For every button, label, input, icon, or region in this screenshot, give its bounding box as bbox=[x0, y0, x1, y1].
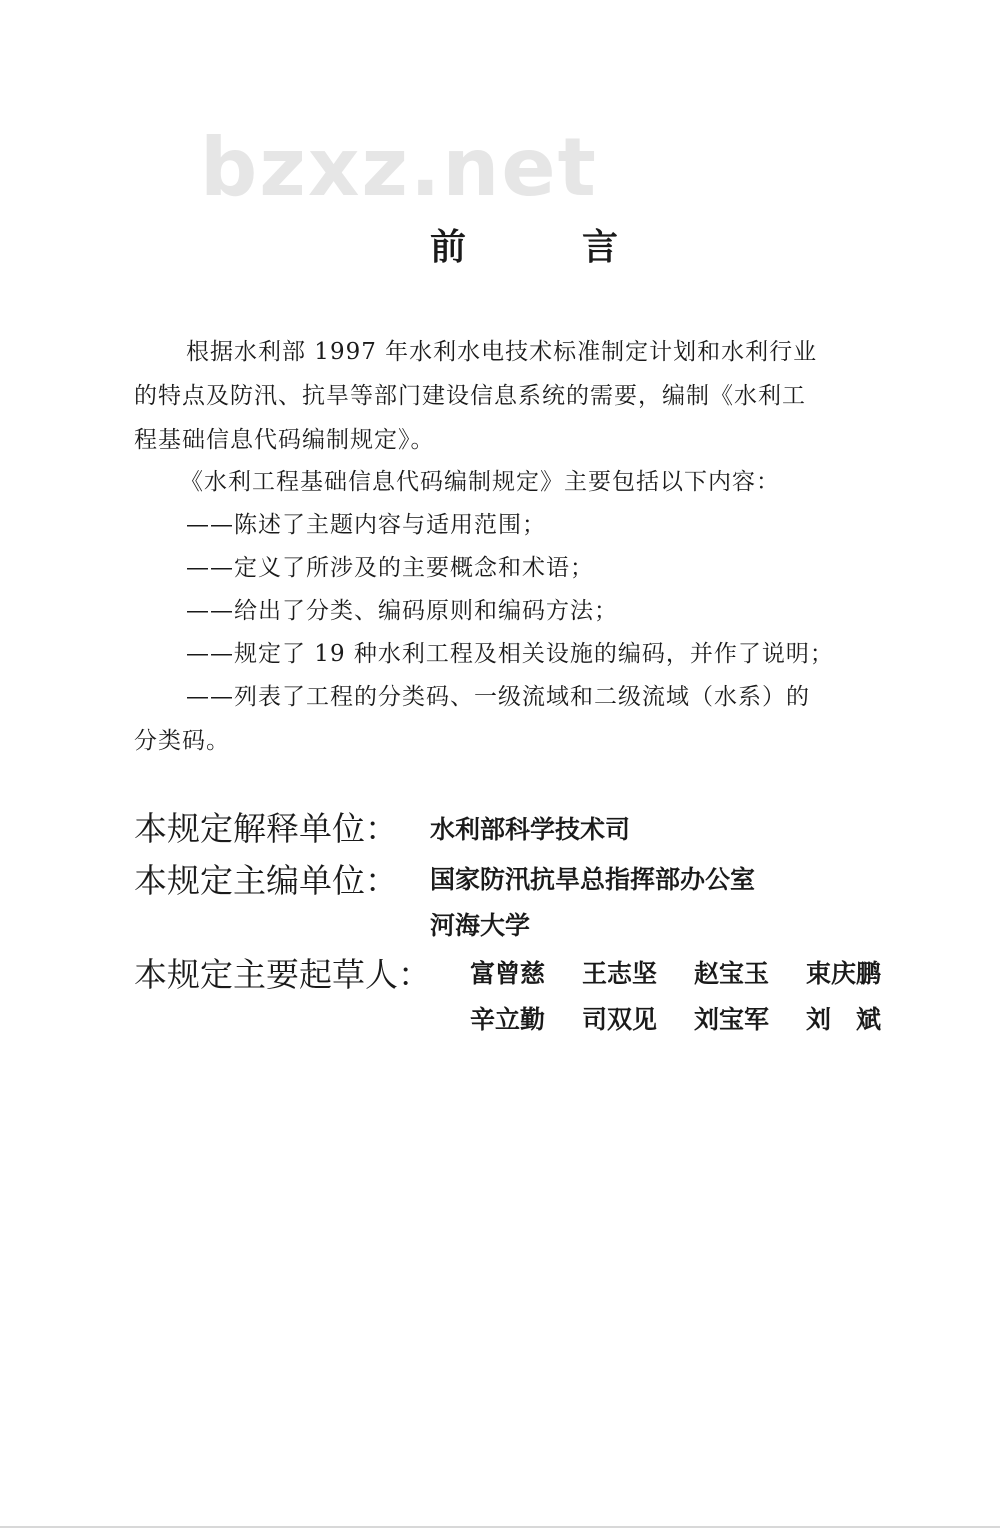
drafter-name: 赵宝玉 bbox=[694, 959, 770, 988]
editor-unit-label: 本规定主编单位： bbox=[134, 861, 398, 900]
editor-unit-value-1: 国家防汛抗旱总指挥部办公室 bbox=[430, 865, 756, 894]
list-item-5-line-2: 分类码。 bbox=[134, 728, 230, 754]
page-bottom-edge bbox=[0, 1526, 1000, 1528]
paragraph-2: 《水利工程基础信息代码编制规定》主要包括以下内容： bbox=[180, 469, 780, 495]
list-item-4: ——规定了 19 种水利工程及相关设施的编码，并作了说明； bbox=[186, 641, 834, 667]
drafter-name: 辛立勤 bbox=[470, 1005, 546, 1034]
paragraph-1-line-1: 根据水利部 1997 年水利水电技术标准制定计划和水利行业 bbox=[186, 339, 818, 365]
list-item-3: ——给出了分类、编码原则和编码方法； bbox=[186, 598, 618, 624]
interpret-unit-value: 水利部科学技术司 bbox=[430, 815, 631, 844]
drafters-label: 本规定主要起草人： bbox=[134, 955, 431, 994]
paragraph-1-line-3: 程基础信息代码编制规定》。 bbox=[134, 427, 435, 453]
editor-unit-value-2: 河海大学 bbox=[430, 911, 531, 940]
list-item-5-line-1: ——列表了工程的分类码、一级流域和二级流域（水系）的 bbox=[186, 684, 810, 710]
drafter-name: 束庆鹏 bbox=[806, 959, 882, 988]
title-char-2: 言 bbox=[582, 227, 619, 268]
interpret-unit-label: 本规定解释单位： bbox=[134, 809, 398, 848]
list-item-2: ——定义了所涉及的主要概念和术语； bbox=[186, 555, 594, 581]
page-title bbox=[0, 222, 1000, 274]
drafter-name: 刘 斌 bbox=[806, 1005, 882, 1034]
drafter-name: 富曾慈 bbox=[470, 959, 546, 988]
drafter-name: 司双见 bbox=[582, 1005, 658, 1034]
drafter-name: 王志坚 bbox=[582, 959, 658, 988]
list-item-1: ——陈述了主题内容与适用范围； bbox=[186, 512, 546, 538]
paragraph-1-line-2: 的特点及防汛、抗旱等部门建设信息系统的需要，编制《水利工 bbox=[134, 383, 806, 409]
drafter-name: 刘宝军 bbox=[694, 1005, 770, 1034]
watermark: bzxz.net bbox=[200, 121, 598, 214]
title-char-1: 前 bbox=[430, 227, 467, 268]
